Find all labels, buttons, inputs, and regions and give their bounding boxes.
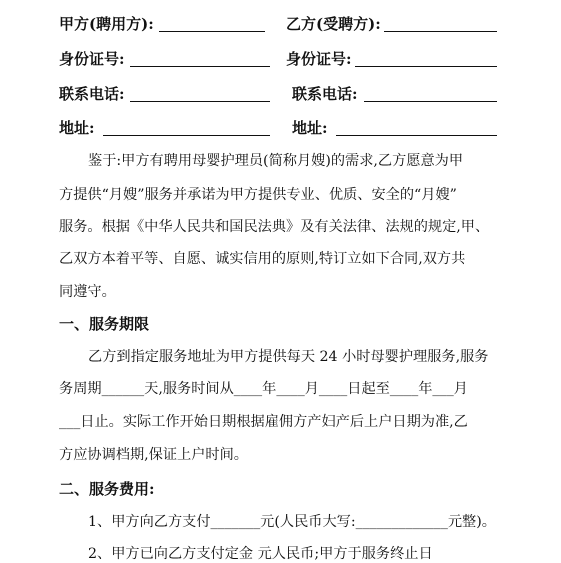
section2-line: 2、甲方已向乙方支付定金 元人民币;甲方于服务终止日 — [88, 546, 433, 562]
preamble-line: 同遵守。 — [59, 284, 116, 300]
party-b-phone-blank[interactable] — [364, 100, 497, 102]
party-b-id-label: 身份证号: — [286, 50, 352, 68]
party-b-phone-label: 联系电话: — [292, 85, 358, 103]
party-b-address-blank[interactable] — [336, 134, 497, 136]
party-a-id-blank[interactable] — [130, 65, 270, 67]
section1-title: 一、服务期限 — [59, 315, 150, 333]
party-a-phone-blank[interactable] — [130, 100, 270, 102]
party-b-blank[interactable] — [384, 30, 497, 32]
party-a-address-blank[interactable] — [103, 134, 270, 136]
section1-line: 方应协调档期,保证上户时间。 — [59, 447, 248, 463]
section1-line: 乙方到指定服务地址为甲方提供每天 24 小时母婴护理服务,服务 — [88, 349, 489, 365]
party-b-label: 乙方(受聘方): — [286, 15, 381, 33]
section2-line: 1、甲方向乙方支付_______元(人民币大写:_____________元整)。 — [88, 514, 496, 530]
party-a-blank[interactable] — [159, 30, 265, 32]
section2-title: 二、服务费用: — [59, 480, 155, 498]
preamble-line: 鉴于:甲方有聘用母婴护理员(简称月嫂)的需求,乙方愿意为甲 — [88, 153, 464, 169]
party-b-address-label: 地址: — [292, 119, 328, 137]
section1-line: ___日止。实际工作开始日期根据雇佣方产妇产后上户日期为准,乙 — [59, 414, 468, 430]
party-b-id-blank[interactable] — [355, 65, 497, 67]
party-a-label: 甲方(聘用方): — [59, 15, 154, 33]
party-a-phone-label: 联系电话: — [59, 85, 125, 103]
party-a-id-label: 身份证号: — [59, 50, 125, 68]
section1-line: 务周期______天,服务时间从____年____月____日起至____年___月 — [59, 381, 468, 397]
preamble-line: 乙双方本着平等、自愿、诚实信用的原则,特订立如下合同,双方共 — [59, 251, 466, 267]
preamble-line: 服务。根据《中华人民共和国民法典》及有关法律、法规的规定,甲、 — [59, 219, 490, 235]
preamble-line: 方提供“月嫂”服务并承诺为甲方提供专业、优质、安全的“月嫂” — [59, 187, 457, 203]
party-a-address-label: 地址: — [59, 119, 95, 137]
